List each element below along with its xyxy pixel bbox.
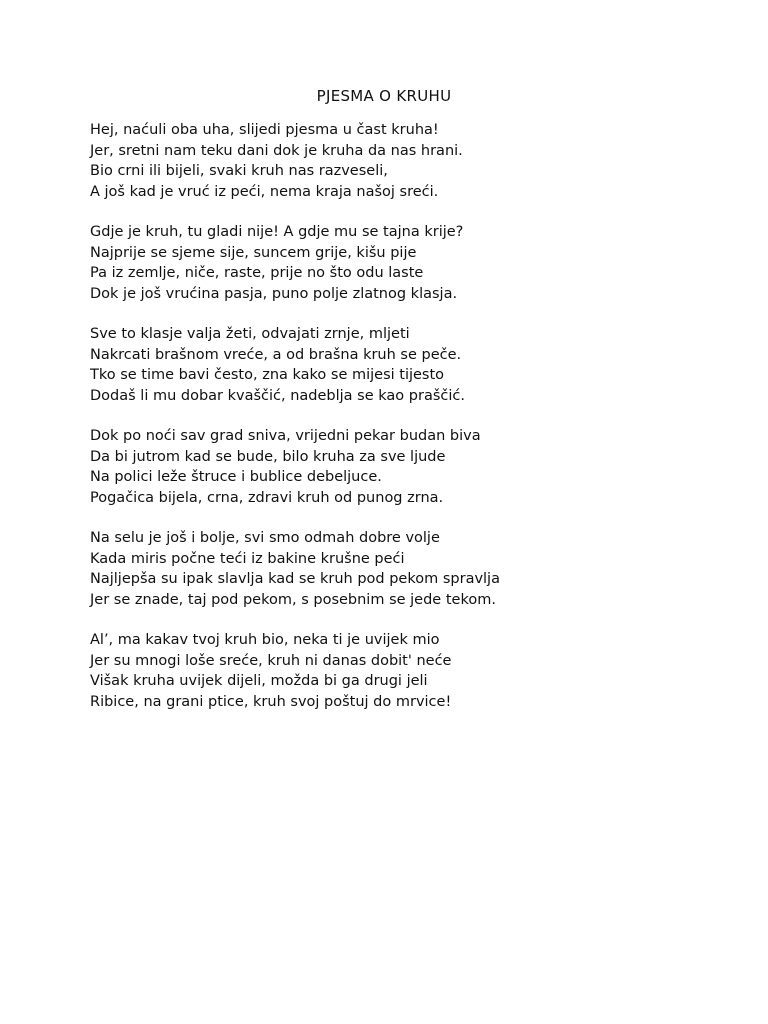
poem-line: Jer, sretni nam teku dani dok je kruha da nas hrani. <box>90 142 463 159</box>
poem-line: Jer se znade, taj pod pekom, s posebnim se jede tekom. <box>90 591 496 608</box>
poem-line: Kada miris počne teći iz bakine krušne peći <box>90 550 405 567</box>
poem-line: Al’, ma kakav tvoj kruh bio, neka ti je uvijek mio <box>90 632 440 648</box>
poem-body <box>90 120 750 732</box>
stanza-4 <box>90 426 750 508</box>
poem-line: Višak kruha uvijek dijeli, možda bi ga drugi jeli <box>90 673 428 689</box>
stanza-3 <box>90 324 750 406</box>
poem-line: Najprije se sjeme sije, suncem grije, kišu pije <box>90 244 417 261</box>
poem-line: Tko se time bavi često, zna kako se mijesi tijesto <box>90 367 445 383</box>
poem-line: Dok je još vrućina pasja, puno polje zlatnog klasja. <box>90 285 458 302</box>
stanza-6 <box>90 630 750 712</box>
poem-line: Bio crni ili bijeli, svaki kruh nas razveseli, <box>90 163 388 179</box>
poem-line: Hej, naćuli oba uha, slijedi pjesma u čast kruha! <box>90 122 439 138</box>
stanza-2 <box>90 222 750 304</box>
poem-line: Da bi jutrom kad se bude, bilo kruha za sve ljude <box>90 448 446 465</box>
poem-line: Jer su mnogi loše sreće, kruh ni danas dobit' neće <box>90 652 452 669</box>
poem-line: Nakrcati brašnom vreće, a od brašna kruh se peče. <box>90 346 462 363</box>
poem-line: Na polici leže štruce i bublice debeljuce. <box>90 469 382 485</box>
poem-line: Dodaš li mu dobar kvaščić, nadeblja se kao praščić. <box>90 387 465 404</box>
poem-line: Gdje je kruh, tu gladi nije! A gdje mu se tajna krije? <box>90 224 464 240</box>
poem-line: Najljepša su ipak slavlja kad se kruh pod pekom spravlja <box>90 571 500 587</box>
poem-line: A još kad je vruć iz peći, nema kraja našoj sreći. <box>90 183 439 200</box>
poem-line: Pa iz zemlje, niče, raste, prije no što odu laste <box>90 265 424 281</box>
poem-line: Na selu je još i bolje, svi smo odmah dobre volje <box>90 530 440 546</box>
poem-line: Dok po noći sav grad sniva, vrijedni pekar budan biva <box>90 428 481 444</box>
stanza-5 <box>90 528 750 610</box>
poem-line: Ribice, na grani ptice, kruh svoj poštuj do mrvice! <box>90 693 452 710</box>
stanza-1 <box>90 120 750 202</box>
poem-line: Sve to klasje valja žeti, odvajati zrnje, mljeti <box>90 326 410 342</box>
poem-title: PJESMA O KRUHU <box>316 87 452 105</box>
poem-line: Pogačica bijela, crna, zdravi kruh od punog zrna. <box>90 489 444 506</box>
